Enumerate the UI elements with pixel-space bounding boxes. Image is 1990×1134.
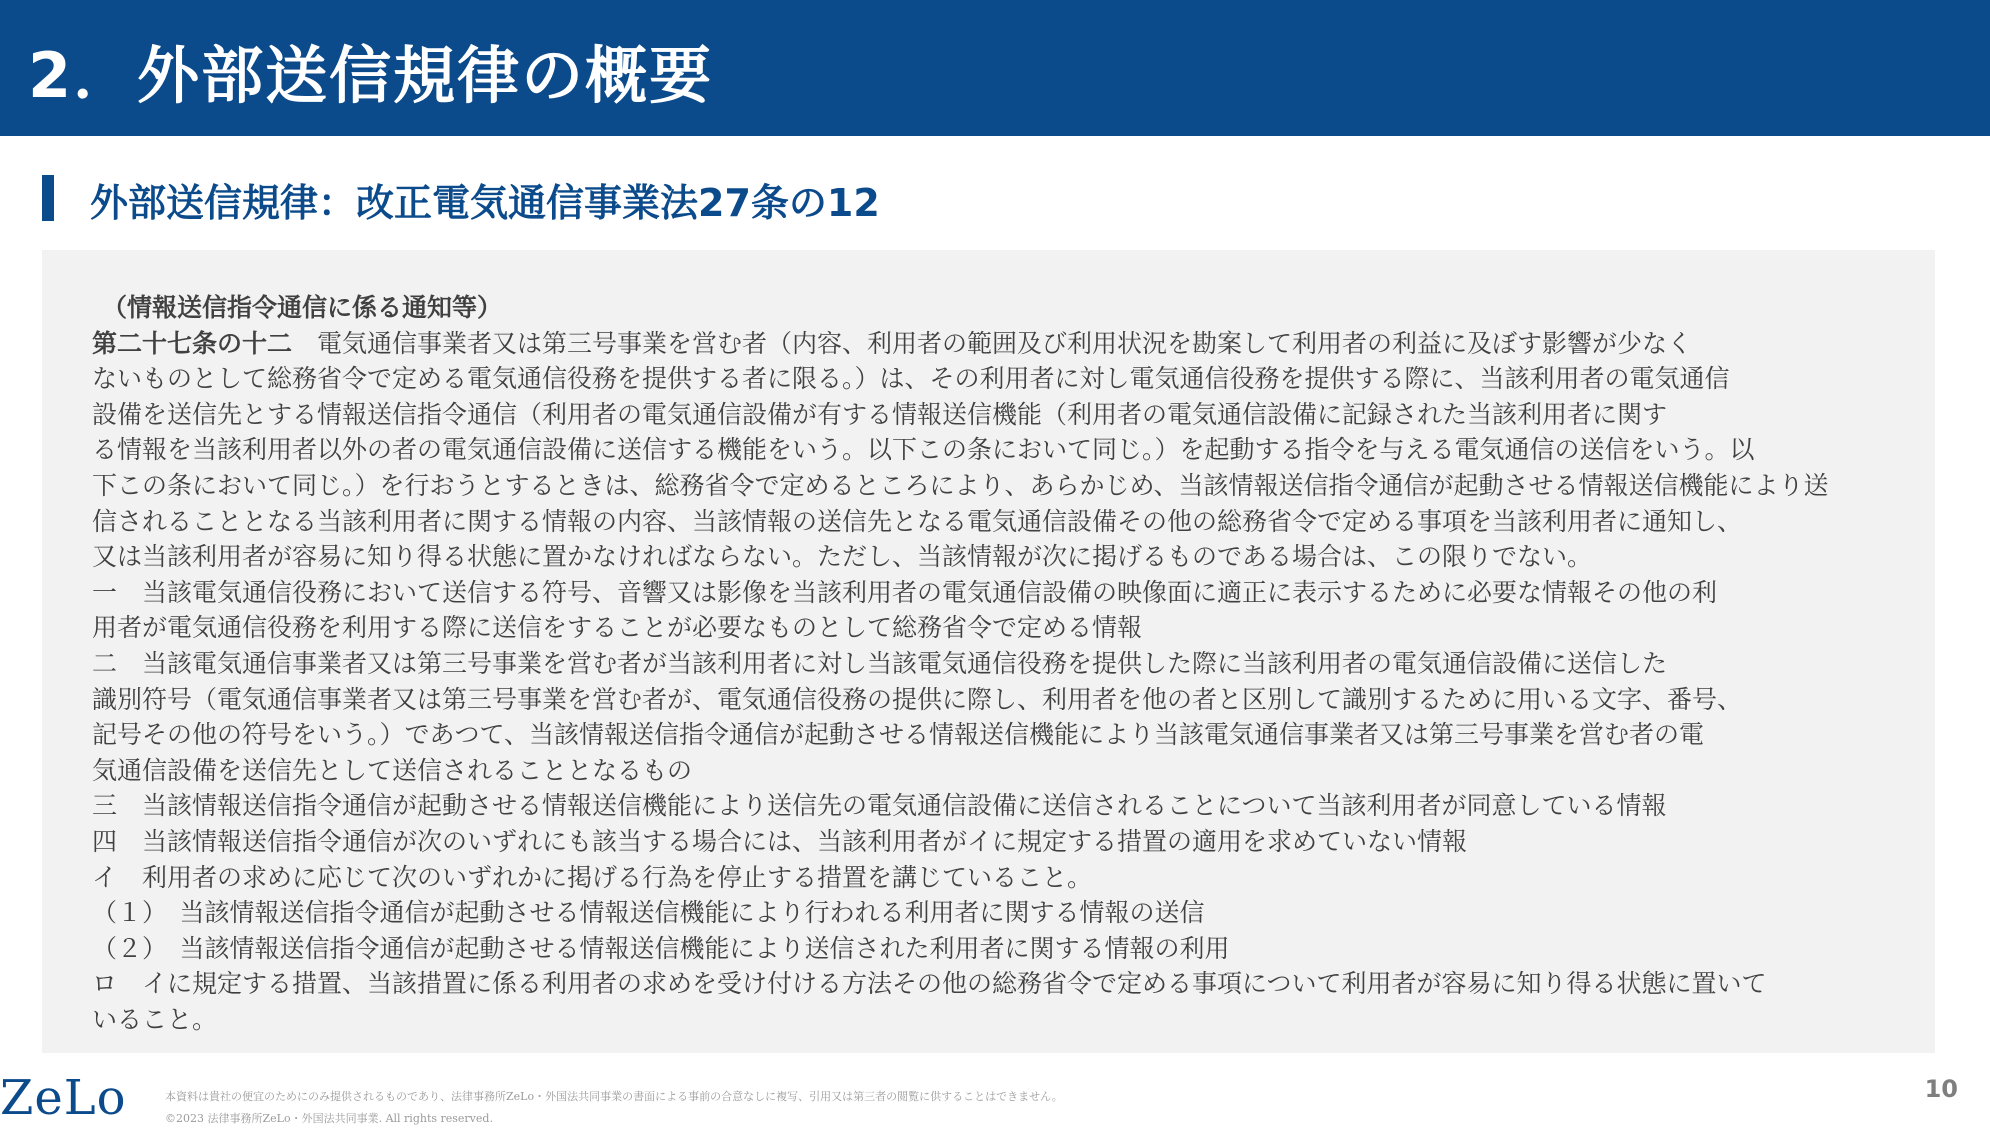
footer-copyright: ©2023 法律事務所ZeLo・外国法共同事業. All rights reserved. bbox=[165, 1112, 493, 1125]
law-text-line: イ 利用者の求めに応じて次のいずれかに掲げる行為を停止する措置を講じていること。 bbox=[92, 862, 1093, 892]
law-text-line: 設備を送信先とする情報送信指令通信（利用者の電気通信設備が有する情報送信機能（利用者の電気通信設備に記録された当該利用者に関す bbox=[92, 399, 1668, 429]
law-text-line: 信されることとなる当該利用者に関する情報の内容、当該情報の送信先となる電気通信設備その他の総務省令で定める事項を当該利用者に通知し、 bbox=[92, 506, 1743, 536]
law-text-line: （１） 当該情報送信指令通信が起動させる情報送信機能により行われる利用者に関する情報の送信 bbox=[92, 898, 1205, 928]
law-text-line: 下この条において同じ。）を行おうとするときは、総務省令で定めるところにより、あらかじめ、当該情報送信指令通信が起動させる情報送信機能により送 bbox=[92, 470, 1829, 500]
law-article-first-line bbox=[92, 326, 1892, 362]
law-text-line: 二 当該電気通信事業者又は第三号事業を営む者が当該利用者に対し当該電気通信役務を提供した際に当該利用者の電気通信設備に送信した bbox=[92, 648, 1668, 678]
law-text-line: （２） 当該情報送信指令通信が起動させる情報送信機能により送信された利用者に関する情報の利用 bbox=[92, 933, 1230, 963]
law-text-line: 又は当該利用者が容易に知り得る状態に置かなければならない。ただし、当該情報が次に掲げるものである場合は、この限りでない。 bbox=[92, 542, 1593, 572]
footer-disclaimer: 本資料は貴社の便宜のためにのみ提供されるものであり、法律事務所ZeLo・外国法共同事業の書面による事前の合意なしに複写、引用又は第三者の閲覧に供することはできません。 bbox=[165, 1090, 1063, 1103]
slide-title: 2．外部送信規律の概要 bbox=[28, 39, 714, 112]
law-text-line: 三 当該情報送信指令通信が起動させる情報送信機能により送信先の電気通信設備に送信されることについて当該利用者が同意している情報 bbox=[92, 791, 1667, 821]
subheading: 外部送信規律：改正電気通信事業法27条の12 bbox=[90, 181, 880, 225]
law-text-line: る情報を当該利用者以外の者の電気通信設備に送信する機能をいう。以下この条において同じ。）を起動する指令を与える電気通信の送信をいう。以 bbox=[92, 435, 1755, 465]
title-bar bbox=[0, 0, 1990, 136]
subheading-accent-bar bbox=[42, 175, 54, 221]
law-text-line: 用者が電気通信役務を利用する際に送信をすることが必要なものとして総務省令で定める情報 bbox=[92, 613, 1143, 643]
law-text-line: ロ イに規定する措置、当該措置に係る利用者の求めを受け付ける方法その他の総務省令で定める事項について利用者が容易に知り得る状態に置いて bbox=[92, 969, 1767, 999]
article-text-first: 電気通信事業者又は第三号事業を営む者（内容、利用者の範囲及び利用状況を勘案して利用者の利益に及ぼす影響が少なく bbox=[292, 328, 1693, 358]
law-text-line: 識別符号（電気通信事業者又は第三号事業を営む者が、電気通信役務の提供に際し、利用者を他の者と区別して識別するために用いる文字、番号、 bbox=[92, 684, 1743, 714]
law-text-line: 気通信設備を送信先として送信されることとなるもの bbox=[92, 755, 693, 785]
law-text-line: 四 当該情報送信指令通信が次のいずれにも該当する場合には、当該利用者がイに規定する措置の適用を求めていない情報 bbox=[92, 826, 1468, 856]
page-number: 10 bbox=[1924, 1075, 1958, 1103]
law-text-line: 記号その他の符号をいう。）であつて、当該情報送信指令通信が起動させる情報送信機能により当該電気通信事業者又は第三号事業を営む者の電 bbox=[92, 720, 1705, 750]
law-text-line: 一 当該電気通信役務において送信する符号、音響又は影像を当該利用者の電気通信設備の映像面に適正に表示するために必要な情報その他の利 bbox=[92, 577, 1718, 607]
law-text-line: いること。 bbox=[92, 1004, 218, 1034]
law-article-caption: （情報送信指令通信に係る通知等） bbox=[102, 293, 503, 322]
law-article-body bbox=[92, 361, 1892, 1037]
law-text-line: ないものとして総務省令で定める電気通信役務を提供する者に限る。）は、その利用者に対し電気通信役務を提供する際に、当該利用者の電気通信 bbox=[92, 364, 1730, 394]
article-number: 第二十七条の十二 bbox=[92, 328, 293, 358]
law-text bbox=[92, 290, 1892, 1037]
zelo-logo: ZeLo bbox=[0, 1070, 127, 1126]
